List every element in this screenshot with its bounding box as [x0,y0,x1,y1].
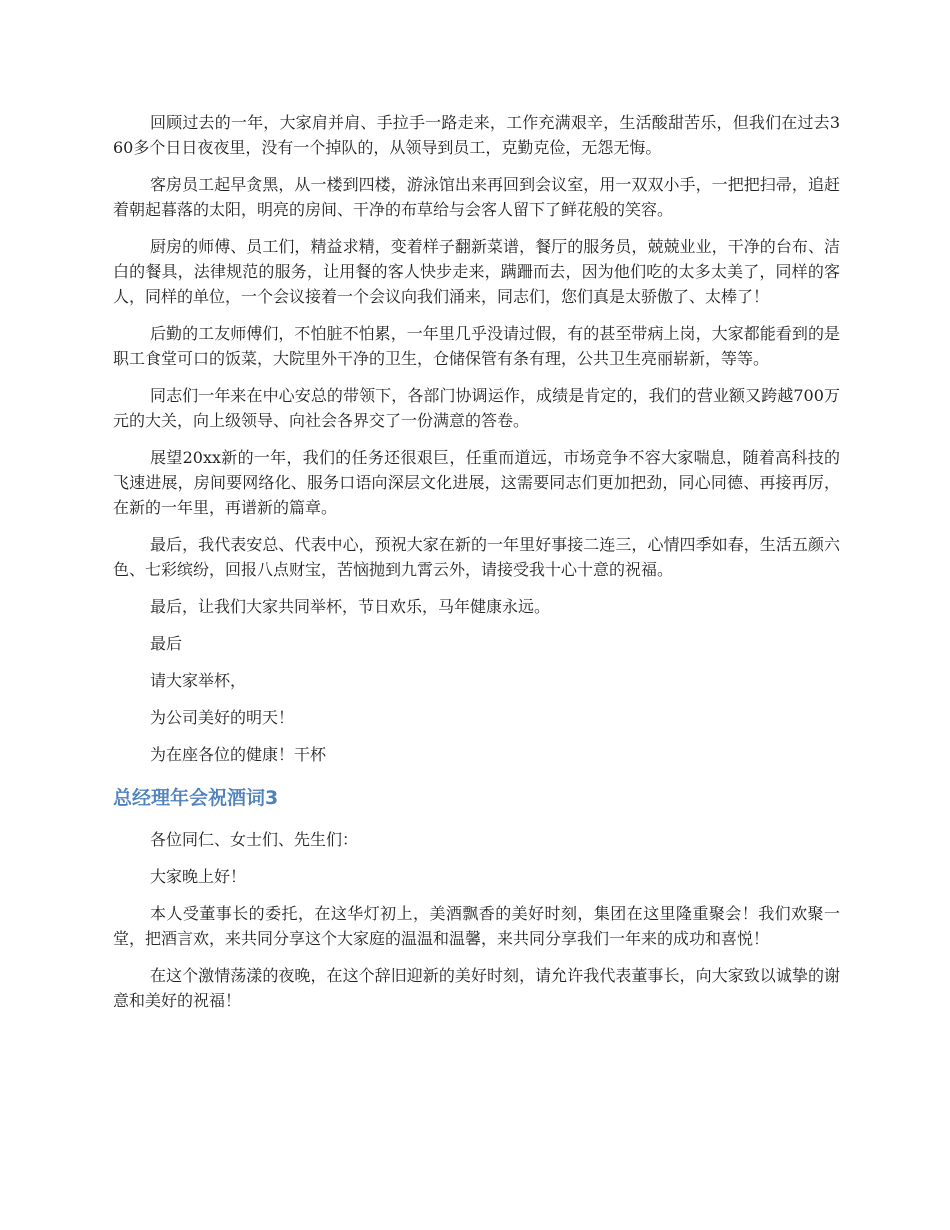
paragraph: 各位同仁、女士们、先生们： [150,830,359,849]
paragraph: 为公司美好的明天！ [150,708,295,727]
paragraph: 最后，我代表安总、代表中心，预祝大家在新的一年里好事接二连三，心情四季如春，生活五颜六色、七彩缤纷，回报八点财宝，苦恼抛到九霄云外，请接受我十心十意的祝福。 [113,535,840,579]
paragraph: 厨房的师傅、员工们，精益求精，变着样子翻新菜谱，餐厅的服务员，兢兢业业，干净的台布、洁白的餐具，法律规范的服务，让用餐的客人快步走来，蹒跚而去，因为他们吃的太多太美了，同样的客人，同样的单位，一个会议接着一个会议向我们涌来，同志们，您们真是太骄傲了、太棒了！ [113,237,840,306]
paragraph: 回顾过去的一年，大家肩并肩、手拉手一路走来，工作充满艰辛，生活酸甜苦乐，但我们在过去360多个日日夜夜里，没有一个掉队的，从领导到员工，克勤克俭，无怨无悔。 [113,113,840,157]
paragraph: 最后 [150,634,183,653]
paragraph: 在这个激情荡漾的夜晚，在这个辞旧迎新的美好时刻，请允许我代表董事长，向大家致以诚挚的谢意和美好的祝福！ [113,966,840,1010]
paragraph: 客房员工起早贪黑，从一楼到四楼，游泳馆出来再回到会议室，用一双双小手，一把把扫帚，追赶着朝起暮落的太阳，明亮的房间、干净的布草给与会客人留下了鲜花般的笑容。 [113,175,840,219]
paragraph: 展望20xx新的一年，我们的任务还很艰巨，任重而道远，市场竞争不容大家喘息，随着高科技的飞速进展，房间要网络化、服务口语向深层文化进展，这需要同志们更加把劲，同心同德、再接再厉，在新的一年里，再谱新的篇章。 [113,448,840,517]
paragraph: 本人受董事长的委托，在这华灯初上，美酒飘香的美好时刻，集团在这里隆重聚会！我们欢聚一堂，把酒言欢，来共同分享这个大家庭的温温和温馨，来共同分享我们一年来的成功和喜悦！ [113,904,840,948]
paragraph: 最后，让我们大家共同举杯，节日欢乐，马年健康永远。 [150,597,551,616]
paragraph: 同志们一年来在中心安总的带领下，各部门协调运作，成绩是肯定的，我们的营业额又跨越700万元的大关，向上级领导、向社会各界交了一份满意的答卷。 [113,386,840,430]
paragraph: 为在座各位的健康！干杯 [150,745,327,764]
paragraph: 请大家举杯， [150,671,247,690]
paragraph: 后勤的工友师傅们，不怕脏不怕累，一年里几乎没请过假，有的甚至带病上岗，大家都能看到的是职工食堂可口的饭菜，大院里外干净的卫生，仓储保管有条有理，公共卫生亮丽崭新，等等。 [113,324,840,368]
paragraph: 大家晚上好！ [150,867,247,886]
section-heading: 总经理年会祝酒词3 [113,787,279,809]
document-page [113,110,840,1025]
